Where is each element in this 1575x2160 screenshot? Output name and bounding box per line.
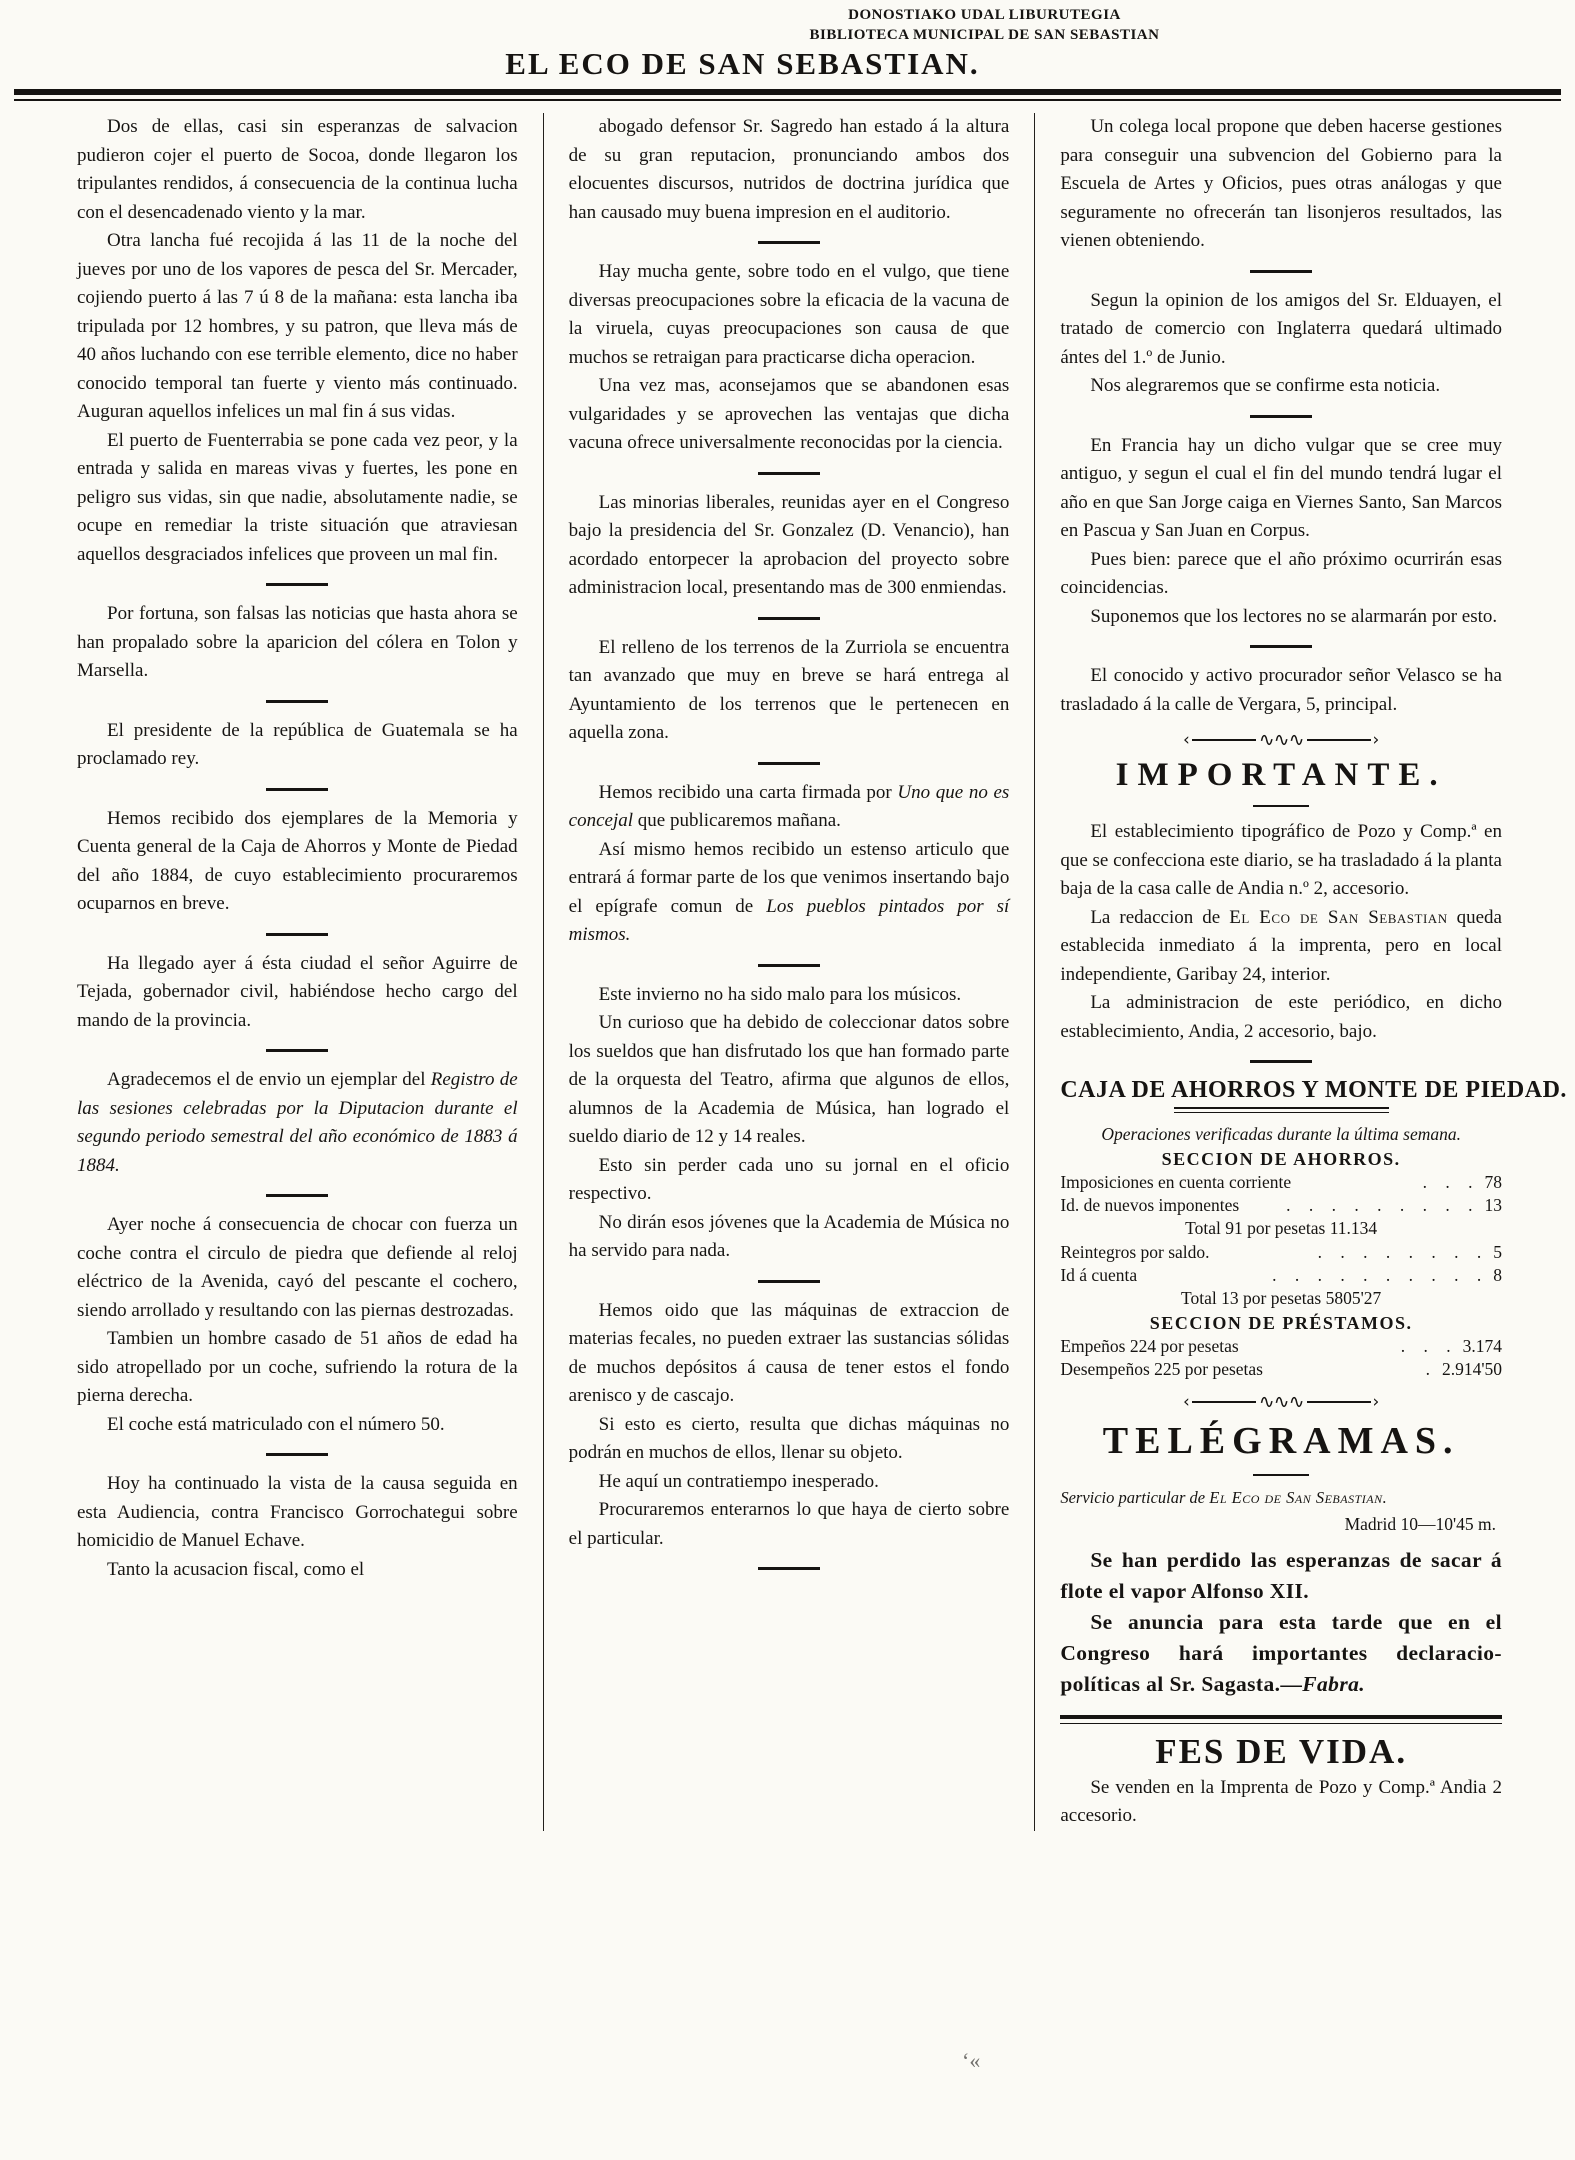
text-segment: Segun la opinion de los amigos del Sr. Elduayen, el tratado de comercio con Inglaterra quedará ultimado ántes del 1.º de Junio. (1060, 289, 1502, 368)
paragraph (1060, 546, 1502, 603)
text-segment: Una vez mas, aconsejamos que se abandonen esas vulgaridades y se aprovechen las ventajas que dicha vacuna ofrece universalmente reconocidas por la ciencia. (568, 375, 1010, 453)
newspaper-column-3 (1035, 113, 1567, 1831)
text-segment: Hemos recibido dos ejemplares de la Memoria y Cuenta general de la Caja de Ahorros y Monte de Piedad del año 1884, de cuyo establecimiento procuraremos ocuparnos en breve. (77, 807, 518, 914)
table-value: 5 (1493, 1241, 1502, 1262)
ornament-divider (1060, 729, 1502, 751)
text-segment: Se han perdido las esperanzas de sacar á flote el vapor Alfonso XII. (1060, 1547, 1502, 1603)
ornament-part (1307, 1401, 1371, 1403)
stamp-line-2: BIBLIOTECA MUNICIPAL DE SAN SEBASTIAN (809, 26, 1160, 43)
paragraph (77, 1211, 518, 1325)
text-segment: que publicaremos mañana. (633, 810, 841, 831)
text-segment: Un curioso que ha debido de coleccionar datos sobre los sueldos que han disfrutado los que han formado parte de la orquesta del Teatro, afirma que algunos de ellos, alumnos de la Academia de Música, han logrado el sueldo diario de 12 y 14 reales. (568, 1012, 1010, 1147)
table-line (1060, 1358, 1502, 1381)
ornament-part (1192, 1401, 1256, 1403)
paragraph (77, 227, 518, 427)
paragraph (77, 113, 518, 227)
paragraph (1060, 662, 1502, 719)
page-header (0, 0, 1575, 101)
table-total (1060, 1287, 1502, 1311)
text-segment: En Francia hay un dicho vulgar que se cree muy antiguo, y segun el cual el fin del mundo tendrá lugar el año en que San Jorge caiga en Viernes Santo, San Marcos en Pascua y San Juan en Corpus. (1060, 434, 1502, 541)
section-divider-rule (266, 1049, 328, 1052)
paragraph (1060, 372, 1502, 401)
section-divider-rule (266, 700, 328, 703)
text-segment: queda establecida inmediato á la imprenta, pero en local independiente, Garibay 24, interior. (1060, 906, 1502, 985)
section-divider-rule (758, 762, 820, 765)
text-segment: Nos alegraremos que se confirme esta noticia. (1090, 375, 1441, 396)
paragraph (77, 600, 518, 686)
text-segment: El Eco de San Sebastian (1229, 906, 1448, 928)
table-value: 8 (1493, 1264, 1502, 1285)
text-segment: El coche está matriculado con el número 50. (107, 1413, 445, 1435)
dot-leader: . . . (1422, 1171, 1480, 1192)
section-divider-rule (1250, 415, 1312, 418)
heading-fes-de-vida: FES DE VIDA. (1155, 1731, 1408, 1771)
dot-leader: . . . . . . . . . (1286, 1195, 1480, 1216)
section-divider-rule (1250, 270, 1312, 273)
paragraph (1060, 1774, 1502, 1831)
paragraph (569, 1209, 1010, 1266)
section-divider-rule (266, 1194, 328, 1197)
ornament-divider (1060, 1391, 1502, 1413)
paragraph (569, 489, 1010, 603)
paragraph (77, 1325, 518, 1411)
paragraph (569, 836, 1010, 950)
section-heading (1060, 1311, 1502, 1335)
paragraph (77, 1066, 518, 1180)
masthead-rule (14, 89, 1561, 101)
text-segment: El conocido y activo procurador señor Velasco se ha trasladado á la calle de Vergara, 5, principal. (1060, 665, 1502, 715)
table-line (1060, 1171, 1502, 1194)
text-segment: El puerto de Fuenterrabia se pone cada vez peor, y la entrada y salida en mareas vivas y fuertes, les pone en peligro sus vidas, sin que nadie, absolutamente nadie, se ocupe en remediar la triste situación que atraviesan aquellos desgraciados infelices que proveen un mal fin. (77, 429, 518, 565)
paragraph (569, 981, 1010, 1010)
text-segment: SECCION DE AHORROS. (1161, 1148, 1401, 1169)
table-line (1060, 1264, 1502, 1287)
text-segment: Dos de ellas, casi sin esperanzas de salvacion pudieron cojer el puerto de Socoa, donde llegaron los tripulantes rendidos, á consecuencia de la continua lucha con el desencadenado viento y la mar. (77, 116, 518, 223)
text-segment: Agradecemos el de envio un ejemplar del (107, 1069, 431, 1090)
text-segment: El relleno de los terrenos de la Zurriola se encuentra tan avanzado que muy en breve se hará entrega al Ayuntamiento de los terrenos que le pertenecen en aquella zona. (568, 636, 1010, 743)
text-segment: Uno que no es concejal (568, 781, 1010, 831)
text-segment: Servicio particular de (1060, 1488, 1210, 1508)
text-segment: Hay mucha gente, sobre todo en el vulgo, que tiene diversas preocupaciones sobre la eficacia de la vacuna de la viruela, cuyas preocupaciones son causa de que muchos se retraigan para practicarse dicha operacion. (568, 261, 1010, 368)
dot-leader: . . . . . . . . . . (1272, 1264, 1489, 1285)
table-label: Empeños 224 por pesetas (1060, 1335, 1239, 1356)
section-divider-rule (1250, 645, 1312, 648)
text-segment: El Eco de San Sebastian (1209, 1488, 1383, 1508)
text-segment: Así mismo hemos recibido un estenso articulo que entrará á formar parte de los que venimos insertando bajo el epígrafe comun de (568, 838, 1010, 917)
section-divider-rule (266, 1453, 328, 1456)
text-segment: Hoy ha continuado la vista de la causa seguida en esta Audiencia, contra Francisco Gorrochategui sobre homicidio de Manuel Echave. (77, 1473, 518, 1551)
section-divider-rule (758, 617, 820, 620)
table-line (1060, 1241, 1502, 1264)
table-total (1060, 1217, 1502, 1241)
paragraph (1060, 113, 1502, 256)
text-segment: Por fortuna, son falsas las noticias que hasta ahora se han propalado sobre la aparicion del cólera en Tolon y Marsella. (77, 603, 518, 681)
text-segment: Procuraremos enterarnos lo que haya de cierto sobre el particular. (568, 1499, 1010, 1549)
paragraph (77, 427, 518, 570)
paragraph (77, 1556, 518, 1585)
text-segment: Suponemos que los lectores no se alarmarán por esto. (1090, 605, 1498, 627)
paragraph (569, 1009, 1010, 1152)
text-segment: Ha llegado ayer á ésta ciudad el señor Aguirre de Tejada, gobernador civil, habiéndose hecho cargo del mando de la provincia. (77, 952, 518, 1031)
section-divider-rule (1253, 1474, 1309, 1476)
text-segment: El establecimiento tipográfico de Pozo y Comp.ª en que se confecciona este diario, se ha trasladado á la planta baja de la casa calle de Andia n.º 2, accesorio. (1060, 821, 1502, 899)
table-value: 3.174 (1462, 1335, 1502, 1356)
heavy-rule (1060, 1715, 1502, 1724)
table-line (1060, 1194, 1502, 1217)
text-segment: Los pueblos pintados por sí mismos. (568, 895, 1010, 945)
text-segment: Hemos oido que las máquinas de extraccion de materias fecales, no pueden extraer las sustancias sólidas de muchos depósitos á causa de tener estos el fondo arenisco y de cascajo. (568, 1299, 1010, 1406)
ornament-part: › (1372, 729, 1380, 750)
text-segment: Las minorias liberales, reunidas ayer en el Congreso bajo la presidencia del Sr. Gonzalez (D. Venancio), han acordado entorpecer la aprobacion del proyecto sobre administracion local, presentando mas de 300 enmiendas. (568, 491, 1010, 598)
text-segment: Tanto la acusacion fiscal, como el (107, 1558, 365, 1580)
heading-importante: IMPORTANTE. (1115, 757, 1447, 793)
dateline: Madrid 10—10'45 m. (1344, 1514, 1496, 1535)
text-segment: Otra lancha fué recojida á las 11 de la noche del jueves por uno de los vapores de pesca del Sr. Mercader, cojiendo puerto á las 7 ú 8 de la mañana: esta lancha iba tripulada por 12 hombres, y su patron, que lleva más de 40 años luchando con ese terrible elemento, dice no haber conocido temporal tan fuerte y viento más continuado. Auguran aquellos infelices un mal fin á sus vidas. (77, 230, 518, 422)
paragraph (1060, 603, 1502, 632)
paragraph (569, 779, 1010, 836)
library-stamp (197, 6, 1575, 45)
paragraph (1060, 432, 1502, 546)
text-segment: Se anuncia para esta tarde que en el Congreso hará importantes declaracio- políticas al Sr. Sagasta.— (1060, 1610, 1502, 1697)
table-note (1060, 1123, 1502, 1147)
text-segment: Tambien un hombre casado de 51 años de edad ha sido atropellado por un coche, sufriendo la rotura de la pierna derecha. (77, 1328, 518, 1406)
paragraph (1060, 1607, 1502, 1701)
text-segment: Registro de las sesiones celebradas por la Diputacion durante el segundo periodo semestral del año económico de 1883 á 1884. (77, 1069, 518, 1176)
section-heading (1060, 1147, 1502, 1171)
text-segment: SECCION DE PRÉSTAMOS. (1149, 1312, 1413, 1333)
paragraph (1060, 989, 1502, 1046)
text-segment: Si esto es cierto, resulta que dichas máquinas no podrán en muchos de ellos, llenar su objeto. (568, 1413, 1010, 1463)
paragraph (569, 1152, 1010, 1209)
text-segment: El presidente de la república de Guatemala se ha proclamado rey. (77, 719, 518, 769)
ornament-part: ∿∿∿ (1258, 728, 1304, 751)
text-segment: Operaciones verificadas durante la última semana. (1101, 1124, 1461, 1144)
ornament-part: ∿∿∿ (1258, 1390, 1304, 1413)
table-label: Desempeños 225 por pesetas (1060, 1358, 1263, 1379)
table-label: Id. de nuevos imponentes (1060, 1195, 1240, 1216)
text-segment: Este invierno no ha sido malo para los músicos. (598, 983, 962, 1005)
paragraph (77, 950, 518, 1036)
service-line (1060, 1487, 1502, 1509)
table-value: 78 (1484, 1171, 1502, 1192)
text-segment: Pues bien: parece que el año próximo ocurrirán esas coincidencias. (1060, 548, 1502, 598)
heading-telegramas: TELÉGRAMAS. (1102, 1420, 1460, 1463)
section-divider-rule (758, 964, 820, 967)
text-segment: Ayer noche á consecuencia de chocar con fuerza un coche contra el circulo de piedra que defiende al reloj eléctrico de la Avenida, cayó del pescante el cochero, siendo arrollado y resultando con las piernas destrozadas. (77, 1214, 518, 1321)
paragraph (569, 113, 1010, 227)
section-divider-rule (758, 1567, 820, 1570)
heading-caja-de-ahorros: CAJA DE AHORROS Y MONTE DE PIEDAD. (1060, 1077, 1567, 1103)
paragraph (569, 1411, 1010, 1468)
table-label: Id á cuenta (1060, 1264, 1138, 1285)
text-segment: Esto sin perder cada uno su jornal en el oficio respectivo. (568, 1154, 1010, 1204)
section-divider-rule (1174, 1107, 1389, 1113)
text-segment: La administracion de este periódico, en dicho establecimiento, Andia, 2 accesorio, bajo. (1060, 992, 1502, 1042)
dot-leader: . . . . . . . . (1317, 1241, 1489, 1262)
paragraph (569, 372, 1010, 458)
text-segment: Fabra. (1302, 1672, 1366, 1697)
paragraph (569, 1468, 1010, 1497)
paragraph (1060, 904, 1502, 990)
ornament-part (1307, 739, 1371, 741)
dot-leader: . . . (1400, 1335, 1458, 1356)
newspaper-column-2 (544, 113, 1036, 1831)
text-segment: Un colega local propone que deben hacerse gestiones para conseguir una subvencion del Gobierno para la Escuela de Artes y Oficios, pues otras análogas y que seguramente no ofrecerán tan lisonjeros resultados, las vienen obteniendo. (1060, 116, 1502, 251)
text-segment: La redaccion de (1090, 906, 1230, 928)
text-segment: Hemos recibido una carta firmada por (598, 781, 898, 803)
text-segment: He aquí un contratiempo inesperado. (598, 1470, 879, 1492)
paragraph (569, 258, 1010, 372)
paragraph (77, 1411, 518, 1440)
column-container (0, 101, 1575, 1831)
newspaper-column-1 (52, 113, 544, 1831)
table-label: Imposiciones en cuenta corriente (1060, 1171, 1292, 1192)
text-segment: Total 91 por pesetas 11.134 (1185, 1218, 1378, 1239)
paragraph (77, 805, 518, 919)
paragraph (1060, 1545, 1502, 1607)
dot-leader: . (1425, 1358, 1437, 1379)
section-divider-rule (266, 933, 328, 936)
section-divider-rule (266, 788, 328, 791)
paragraph (569, 1496, 1010, 1553)
text-segment: Se venden en la Imprenta de Pozo y Comp.ª Andia 2 accesorio. (1060, 1776, 1502, 1827)
section-divider-rule (758, 472, 820, 475)
paragraph (77, 717, 518, 774)
section-divider-rule (758, 241, 820, 244)
paragraph (1060, 818, 1502, 904)
text-segment: abogado defensor Sr. Sagredo han estado á la altura de su gran reputacion, pronunciando ambos dos elocuentes discursos, nutridos de doctrina jurídica que han causado muy buena impresion en el auditorio. (568, 116, 1010, 223)
stamp-line-1: DONOSTIAKO UDAL LIBURUTEGIA (848, 7, 1121, 23)
section-divider-rule (1250, 1060, 1312, 1063)
ornament-part: ‹ (1182, 1391, 1190, 1412)
section-divider-rule (266, 583, 328, 586)
scan-artifact: ‘« (962, 2048, 981, 2073)
paragraph (77, 1470, 518, 1556)
paragraph (569, 1297, 1010, 1411)
text-segment: No dirán esos jóvenes que la Academia de Música no ha servido para nada. (568, 1211, 1010, 1261)
paragraph (1060, 287, 1502, 373)
table-label: Reintegros por saldo. (1060, 1241, 1210, 1262)
text-segment: Total 13 por pesetas 5805'27 (1181, 1287, 1382, 1308)
table-value: 2.914'50 (1441, 1358, 1502, 1379)
section-divider-rule (1253, 805, 1309, 807)
table-value: 13 (1484, 1195, 1502, 1216)
ornament-part: › (1372, 1391, 1380, 1412)
table-line (1060, 1335, 1502, 1358)
text-segment: . (1382, 1488, 1387, 1508)
paragraph (569, 634, 1010, 748)
ornament-part: ‹ (1182, 729, 1190, 750)
ornament-part (1192, 739, 1256, 741)
masthead-title: EL ECO DE SAN SEBASTIAN. (505, 46, 980, 81)
section-divider-rule (758, 1280, 820, 1283)
